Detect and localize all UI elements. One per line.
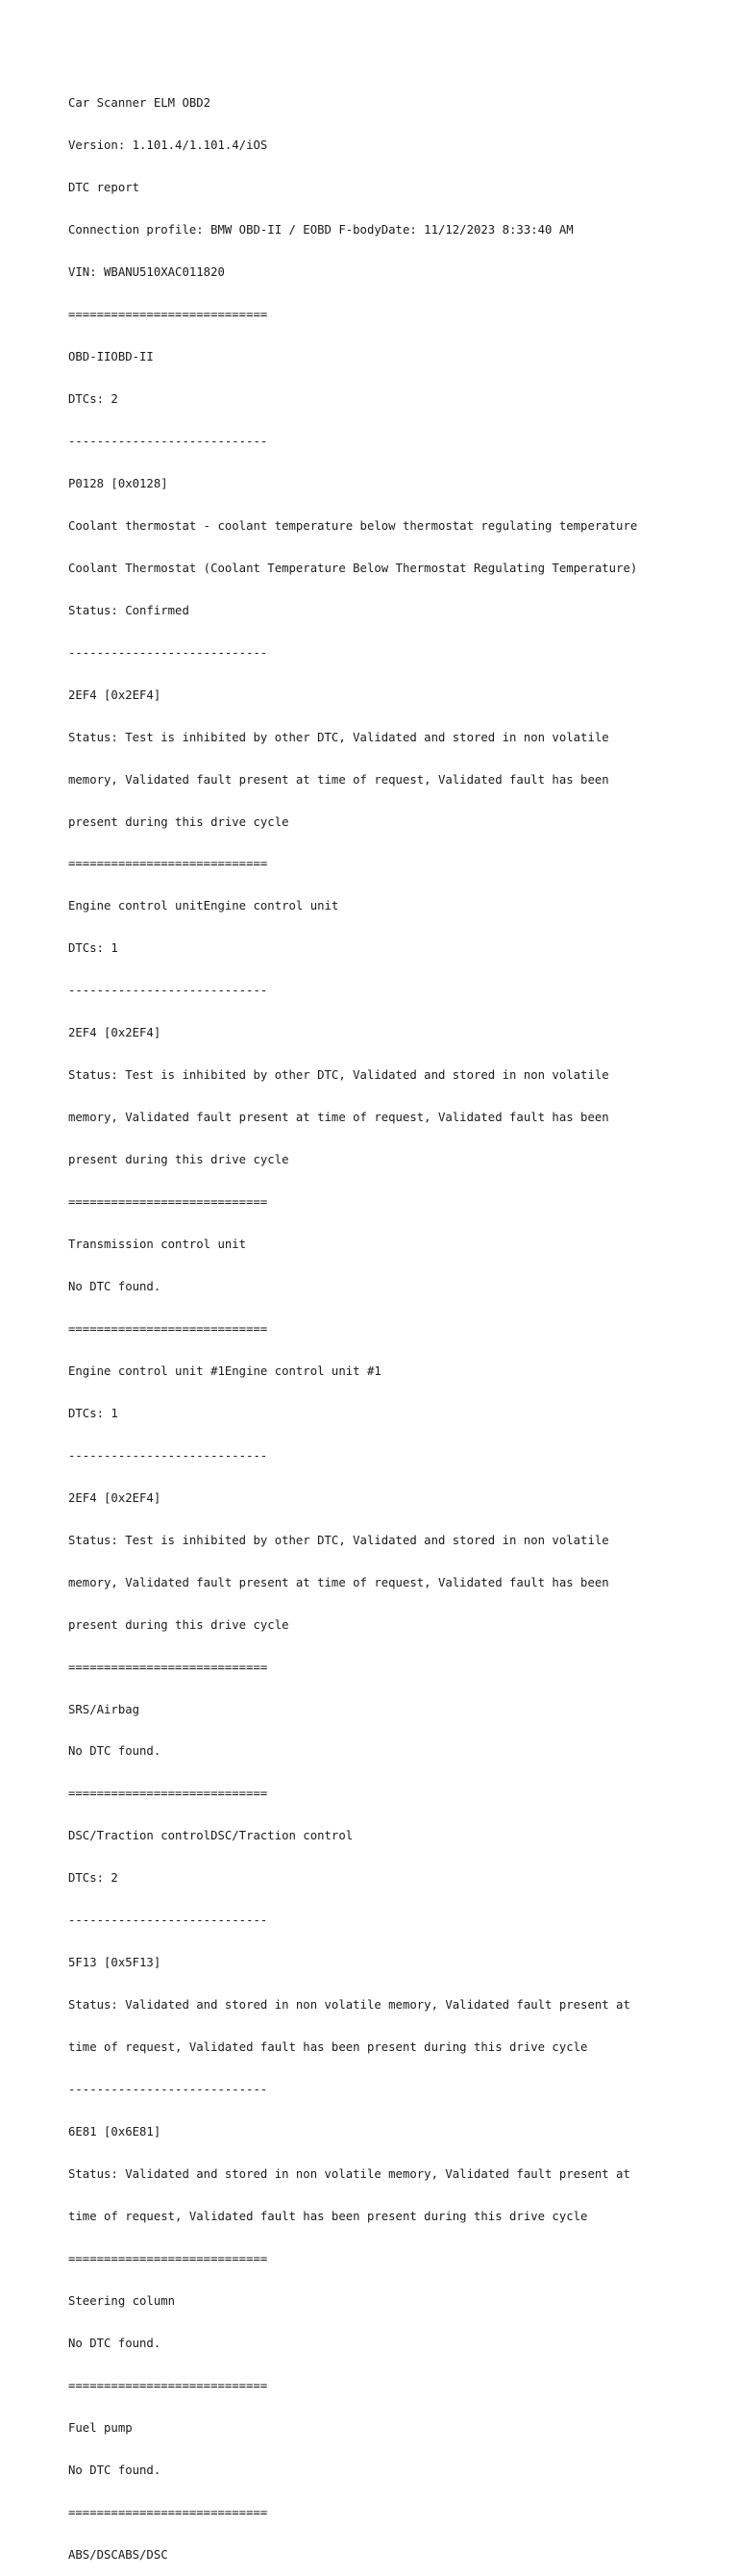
dtc-status: Status: Confirmed [68,603,189,617]
dtc-code: 2EF4 [0x2EF4] [68,1490,161,1505]
module-title-engine-1: Engine control unit #1Engine control unit #1 [68,1363,381,1378]
report-vin: VIN: WBANU510XAC011820 [68,265,225,280]
dtc-description: Coolant Thermostat (Coolant Temperature Below Thermostat Regulating Temperature) [68,561,638,575]
dtc-status: memory, Validated fault present at time of request, Validated fault has been [68,772,609,787]
report-title: DTC report [68,181,140,195]
dtc-code: 6E81 [0x6E81] [68,2125,161,2139]
dtc-divider: ---------------------------- [68,434,268,448]
module-title-fuel-pump: Fuel pump [68,2420,133,2435]
module-dtc-count: DTCs: 1 [68,941,118,956]
section-divider: ============================ [68,1660,268,1674]
dtc-description: Coolant thermostat - coolant temperature below thermostat regulating temperature [68,518,638,533]
dtc-status: Status: Test is inhibited by other DTC, Validated and stored in non volatile [68,730,609,744]
dtc-status: Status: Validated and stored in non volatile memory, Validated fault present at [68,1998,630,2013]
dtc-code: 5F13 [0x5F13] [68,1956,161,1970]
dtc-report-document [68,68,722,2576]
dtc-status: Status: Test is inhibited by other DTC, Validated and stored in non volatile [68,1533,609,1547]
dtc-code: P0128 [0x0128] [68,476,168,490]
section-divider: ============================ [68,308,268,322]
module-title-engine: Engine control unitEngine control unit [68,899,339,913]
dtc-divider: ---------------------------- [68,1913,268,1928]
dtc-status: present during this drive cycle [68,1153,289,1167]
dtc-code: 2EF4 [0x2EF4] [68,1026,161,1040]
module-title-steering-column: Steering column [68,2293,176,2308]
section-divider: ============================ [68,2251,268,2265]
dtc-divider: ---------------------------- [68,1448,268,1463]
section-divider: ============================ [68,1321,268,1336]
section-divider: ============================ [68,2505,268,2519]
dtc-status: present during this drive cycle [68,814,289,829]
module-dtc-count: DTCs: 2 [68,1871,118,1886]
module-no-dtc: No DTC found. [68,2336,161,2350]
section-divider: ============================ [68,857,268,871]
dtc-status: Status: Test is inhibited by other DTC, Validated and stored in non volatile [68,1068,609,1083]
dtc-status: memory, Validated fault present at time of request, Validated fault has been [68,1111,609,1125]
dtc-status: time of request, Validated fault has been present during this drive cycle [68,2040,588,2055]
module-dtc-count: DTCs: 1 [68,1406,118,1420]
module-title-transmission: Transmission control unit [68,1238,247,1252]
dtc-status: Status: Validated and stored in non volatile memory, Validated fault present at [68,2167,630,2182]
dtc-divider: ---------------------------- [68,2083,268,2097]
report-version: Version: 1.101.4/1.101.4/iOS [68,138,268,153]
module-no-dtc: No DTC found. [68,2463,161,2477]
dtc-divider: ---------------------------- [68,984,268,998]
module-title-obd: OBD-IIOBD-II [68,350,154,364]
dtc-status: memory, Validated fault present at time of request, Validated fault has been [68,1575,609,1589]
module-no-dtc: No DTC found. [68,1744,161,1759]
section-divider: ============================ [68,1787,268,1801]
report-app-name: Car Scanner ELM OBD2 [68,96,211,111]
dtc-status: present during this drive cycle [68,1617,289,1632]
dtc-status: time of request, Validated fault has been present during this drive cycle [68,2209,588,2223]
module-title-dsc-traction: DSC/Traction controlDSC/Traction control [68,1829,354,1843]
section-divider: ============================ [68,2378,268,2392]
dtc-divider: ---------------------------- [68,645,268,660]
report-connection-profile: Connection profile: BMW OBD-II / EOBD F-bodyDate: 11/12/2023 8:33:40 AM [68,223,574,238]
module-no-dtc: No DTC found. [68,1280,161,1293]
module-title-srs-airbag: SRS/Airbag [68,1702,140,1716]
dtc-code: 2EF4 [0x2EF4] [68,688,161,702]
section-divider: ============================ [68,1195,268,1210]
module-dtc-count: DTCs: 2 [68,391,118,406]
module-title-abs-dsc: ABS/DSCABS/DSC [68,2547,168,2562]
